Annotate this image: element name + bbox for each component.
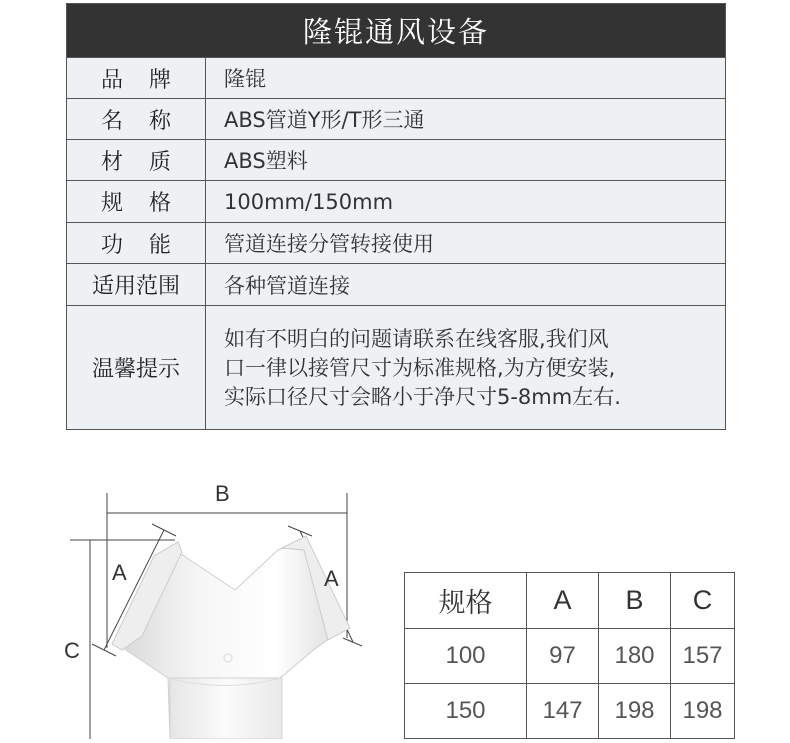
spec-row-material bbox=[67, 139, 725, 180]
spec-label-size: 规格 bbox=[67, 181, 206, 222]
spec-table bbox=[66, 3, 726, 430]
spec-value-usage: 各种管道连接 bbox=[224, 273, 350, 298]
size-header-spec: 规格 bbox=[405, 573, 527, 629]
spec-row-tip bbox=[67, 305, 725, 429]
size-table bbox=[404, 572, 735, 739]
spec-label-name: 名称 bbox=[67, 99, 206, 139]
tip-line: 实际口径尺寸会略小于净尺寸5-8mm左右. bbox=[224, 385, 621, 409]
spec-row-function bbox=[67, 222, 725, 263]
tip-line: 如有不明白的问题请联系在线客服,我们风 bbox=[224, 327, 609, 351]
dimension-label-a-right: A bbox=[324, 566, 339, 591]
size-header-a: A bbox=[527, 573, 599, 629]
spec-title: 隆锟通风设备 bbox=[67, 4, 725, 57]
spec-value-function: 管道连接分管转接使用 bbox=[224, 232, 434, 256]
y-pipe-drawing bbox=[60, 478, 370, 739]
size-header-c: C bbox=[671, 573, 735, 629]
spec-value-name: ABS管道Y形/T形三通 bbox=[224, 108, 425, 132]
size-cell: 157 bbox=[671, 629, 735, 684]
dimension-label-c: C bbox=[64, 638, 80, 663]
spec-value-tip bbox=[206, 306, 725, 429]
size-cell: 97 bbox=[527, 629, 599, 684]
spec-value-brand: 隆锟 bbox=[224, 67, 266, 91]
spec-row-size bbox=[67, 180, 725, 222]
y-pipe-body bbox=[112, 536, 350, 739]
tip-line: 口一律以接管尺寸为标准规格,为方便安装, bbox=[224, 356, 616, 380]
size-cell: 180 bbox=[599, 629, 671, 684]
spec-row-usage bbox=[67, 263, 725, 305]
spec-label-usage: 适用范围 bbox=[67, 264, 206, 305]
size-table-header bbox=[405, 573, 735, 629]
dimension-label-a-left: A bbox=[112, 560, 127, 585]
table-row bbox=[405, 629, 735, 684]
spec-label-tip: 温馨提示 bbox=[67, 306, 206, 429]
size-cell: 147 bbox=[527, 684, 599, 739]
size-cell: 100 bbox=[405, 629, 527, 684]
table-row bbox=[405, 684, 735, 739]
spec-value-size: 100mm/150mm bbox=[224, 189, 394, 214]
size-cell: 198 bbox=[671, 684, 735, 739]
y-pipe-diagram bbox=[60, 478, 370, 743]
spec-value-material: ABS塑料 bbox=[224, 149, 308, 173]
size-cell: 198 bbox=[599, 684, 671, 739]
dimension-label-b: B bbox=[215, 481, 230, 506]
spec-label-material: 材质 bbox=[67, 140, 206, 180]
size-cell: 150 bbox=[405, 684, 527, 739]
size-header-b: B bbox=[599, 573, 671, 629]
spec-row-name bbox=[67, 98, 725, 139]
spec-label-brand: 品牌 bbox=[67, 58, 206, 98]
spec-label-function: 功能 bbox=[67, 223, 206, 263]
spec-row-brand bbox=[67, 57, 725, 98]
